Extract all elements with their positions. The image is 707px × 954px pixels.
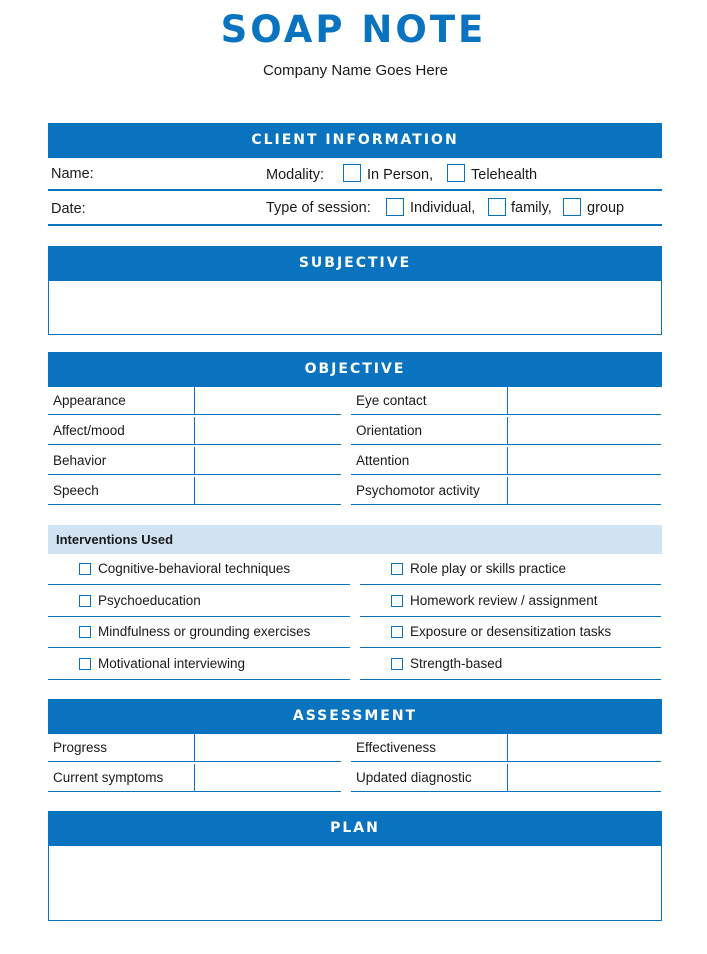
intervention-item[interactable] <box>48 587 350 617</box>
intervention-label: Strength-based <box>410 656 503 671</box>
objective-label-speech: Speech <box>48 477 194 505</box>
modality-label: Modality: <box>266 167 325 183</box>
objective-label-orientation: Orientation <box>351 417 507 445</box>
telehealth-label: Telehealth <box>471 167 538 183</box>
intervention-checkbox[interactable] <box>391 626 403 638</box>
name-label: Name: <box>51 166 94 182</box>
intervention-label: Psychoeducation <box>98 593 201 608</box>
intervention-label: Exposure or desensitization tasks <box>410 624 612 639</box>
objective-label-behavior: Behavior <box>48 447 194 475</box>
individual-label: Individual, <box>410 200 476 216</box>
group-label: group <box>587 200 625 216</box>
objective-input-eye-contact[interactable] <box>507 387 661 415</box>
intervention-label: Role play or skills practice <box>410 561 567 576</box>
in-person-checkbox[interactable] <box>343 164 361 182</box>
intervention-item[interactable] <box>48 618 350 648</box>
group-checkbox[interactable] <box>563 198 581 216</box>
assessment-input-effectiveness[interactable] <box>507 734 661 762</box>
objective-label-psychomotor: Psychomotor activity <box>351 477 507 505</box>
intervention-checkbox[interactable] <box>79 658 91 670</box>
assessment-label-effectiveness: Effectiveness <box>351 734 507 762</box>
assessment-label-symptoms: Current symptoms <box>48 764 194 792</box>
intervention-checkbox[interactable] <box>391 595 403 607</box>
intervention-item[interactable] <box>360 587 661 617</box>
intervention-checkbox[interactable] <box>391 658 403 670</box>
intervention-label: Cognitive-behavioral techniques <box>98 561 291 576</box>
family-label: family, <box>511 200 552 216</box>
assessment-input-symptoms[interactable] <box>194 764 341 792</box>
session-type-label: Type of session: <box>266 200 371 216</box>
objective-input-orientation[interactable] <box>507 417 661 445</box>
intervention-label: Mindfulness or grounding exercises <box>98 624 311 639</box>
divider <box>48 189 662 191</box>
intervention-checkbox[interactable] <box>79 626 91 638</box>
assessment-header: ASSESSMENT <box>48 699 662 734</box>
assessment-label-diagnostic: Updated diagnostic <box>351 764 507 792</box>
assessment-input-progress[interactable] <box>194 734 341 762</box>
objective-input-appearance[interactable] <box>194 387 341 415</box>
objective-label-appearance: Appearance <box>48 387 194 415</box>
in-person-label: In Person, <box>367 167 434 183</box>
intervention-checkbox[interactable] <box>79 563 91 575</box>
objective-input-behavior[interactable] <box>194 447 341 475</box>
plan-textarea[interactable] <box>48 846 662 921</box>
company-name: Company Name Goes Here <box>262 62 449 79</box>
objective-label-attention: Attention <box>351 447 507 475</box>
telehealth-checkbox[interactable] <box>447 164 465 182</box>
intervention-item[interactable] <box>48 555 350 585</box>
assessment-label-progress: Progress <box>48 734 194 762</box>
intervention-item[interactable] <box>360 618 661 648</box>
intervention-label: Motivational interviewing <box>98 656 246 671</box>
intervention-item[interactable] <box>48 650 350 680</box>
plan-header: PLAN <box>48 811 662 846</box>
intervention-item[interactable] <box>360 555 661 585</box>
objective-input-psychomotor[interactable] <box>507 477 661 505</box>
divider <box>48 224 662 226</box>
intervention-label: Homework review / assignment <box>410 593 598 608</box>
intervention-checkbox[interactable] <box>79 595 91 607</box>
client-information-header: CLIENT INFORMATION <box>48 123 662 158</box>
objective-input-attention[interactable] <box>507 447 661 475</box>
objective-label-affect: Affect/mood <box>48 417 194 445</box>
assessment-input-diagnostic[interactable] <box>507 764 661 792</box>
page-title: SOAP NOTE <box>220 8 487 51</box>
subjective-textarea[interactable] <box>48 281 662 335</box>
objective-input-affect[interactable] <box>194 417 341 445</box>
interventions-header: Interventions Used <box>48 525 662 554</box>
objective-label-eye-contact: Eye contact <box>351 387 507 415</box>
family-checkbox[interactable] <box>488 198 506 216</box>
objective-input-speech[interactable] <box>194 477 341 505</box>
date-label: Date: <box>51 201 86 217</box>
individual-checkbox[interactable] <box>386 198 404 216</box>
intervention-item[interactable] <box>360 650 661 680</box>
subjective-header: SUBJECTIVE <box>48 246 662 281</box>
objective-header: OBJECTIVE <box>48 352 662 387</box>
intervention-checkbox[interactable] <box>391 563 403 575</box>
